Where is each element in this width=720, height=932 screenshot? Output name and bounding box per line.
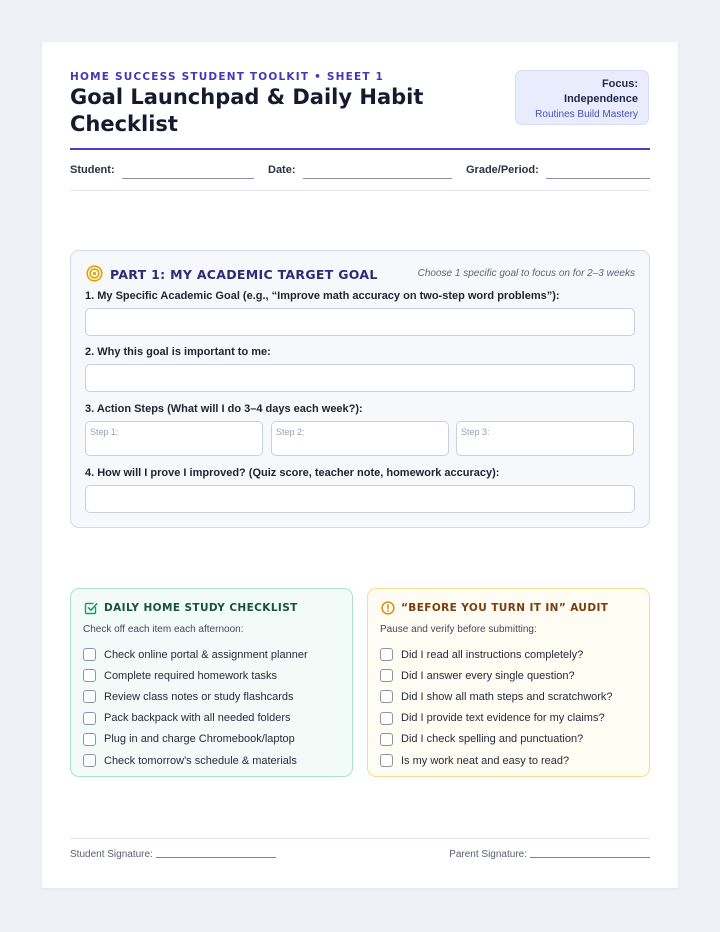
target-icon — [86, 265, 103, 282]
student-signature-label: Student Signature: — [70, 849, 153, 860]
student-signature — [70, 849, 276, 860]
grade-period-label: Grade/Period: — [466, 164, 539, 176]
checkbox[interactable] — [83, 712, 96, 725]
checklist-item-label: Plug in and charge Chromebook/laptop — [104, 733, 295, 746]
step-2-field[interactable]: Step 2: — [271, 421, 449, 456]
parent-signature-label: Parent Signature: — [449, 849, 527, 860]
list-item[interactable] — [380, 665, 613, 686]
list-item[interactable] — [83, 729, 308, 750]
student-label: Student: — [70, 164, 115, 176]
checklist-item-label: Pack backpack with all needed folders — [104, 712, 291, 725]
student-info-row — [70, 161, 650, 191]
checkbox-icon — [84, 601, 98, 615]
list-item[interactable] — [380, 644, 613, 665]
alert-circle-icon — [381, 601, 395, 615]
list-item[interactable] — [83, 686, 308, 707]
daily-study-checklist-card — [70, 588, 353, 777]
audit-title: “BEFORE YOU TURN IT IN” AUDIT — [401, 602, 609, 614]
grade-period-field[interactable] — [546, 178, 650, 179]
checklist-item-label: Did I check spelling and punctuation? — [401, 733, 584, 746]
goal-question-4: 4. How will I prove I improved? (Quiz score, teacher note, homework accuracy): — [85, 467, 500, 479]
step-3-field[interactable]: Step 3: — [456, 421, 634, 456]
audit-checklist — [380, 644, 613, 771]
study-checklist-title: DAILY HOME STUDY CHECKLIST — [104, 602, 298, 614]
checklist-item-label: Did I show all math steps and scratchwork? — [401, 690, 613, 703]
list-item[interactable] — [83, 665, 308, 686]
focus-value: Independence — [564, 93, 638, 105]
checklist-item-label: Check online portal & assignment planner — [104, 648, 308, 661]
checkbox[interactable] — [83, 733, 96, 746]
checkbox[interactable] — [83, 754, 96, 767]
header-divider — [70, 148, 650, 150]
checkbox[interactable] — [380, 754, 393, 767]
checkbox[interactable] — [83, 648, 96, 661]
checklist-item-label: Check tomorrow's schedule & materials — [104, 754, 297, 767]
focus-badge — [515, 70, 649, 125]
checkbox[interactable] — [83, 669, 96, 682]
student-name-field[interactable] — [122, 178, 254, 179]
focus-label: Focus: — [601, 78, 638, 90]
list-item[interactable] — [83, 644, 308, 665]
parent-signature — [449, 849, 650, 860]
checkbox[interactable] — [380, 712, 393, 725]
toolkit-kicker: HOME SUCCESS STUDENT TOOLKIT • SHEET 1 — [70, 71, 385, 83]
goal-question-3: 3. Action Steps (What will I do 3–4 days each week?): — [85, 403, 363, 415]
signature-footer — [70, 838, 650, 868]
study-checklist-subtitle: Check off each item each afternoon: — [83, 624, 244, 635]
study-checklist — [83, 644, 308, 771]
checklist-item-label: Complete required homework tasks — [104, 669, 278, 682]
goal-question-1: 1. My Specific Academic Goal (e.g., “Improve math accuracy on two-step word problems”): — [85, 290, 560, 302]
audit-subtitle: Pause and verify before submitting: — [380, 624, 537, 635]
step-1-field[interactable]: Step 1: — [85, 421, 263, 456]
checklist-item-label: Did I provide text evidence for my claims? — [401, 712, 605, 725]
page-title: Goal Launchpad & Daily Habit Checklist — [70, 85, 424, 136]
turn-in-audit-card — [367, 588, 650, 777]
checklist-item-label: Did I read all instructions completely? — [401, 648, 584, 661]
parent-signature-line[interactable] — [530, 857, 650, 858]
list-item[interactable] — [83, 708, 308, 729]
checkbox[interactable] — [380, 690, 393, 703]
checkbox[interactable] — [380, 648, 393, 661]
list-item[interactable] — [380, 729, 613, 750]
checkbox[interactable] — [380, 733, 393, 746]
date-field[interactable] — [303, 178, 452, 179]
focus-subtitle: Routines Build Mastery — [535, 109, 638, 120]
checkbox[interactable] — [380, 669, 393, 682]
checkbox[interactable] — [83, 690, 96, 703]
goal-question-2: 2. Why this goal is important to me: — [85, 346, 271, 358]
checklist-item-label: Review class notes or study flashcards — [104, 690, 294, 703]
date-label: Date: — [268, 164, 296, 176]
worksheet-page — [42, 42, 678, 888]
list-item[interactable] — [380, 686, 613, 707]
goal-importance-field[interactable] — [85, 364, 635, 392]
student-signature-line[interactable] — [156, 857, 276, 858]
academic-goal-section — [70, 250, 650, 528]
goal-section-hint: Choose 1 specific goal to focus on for 2–3 weeks — [417, 268, 635, 279]
specific-goal-field[interactable] — [85, 308, 635, 336]
improvement-proof-field[interactable] — [85, 485, 635, 513]
checklist-item-label: Is my work neat and easy to read? — [401, 754, 570, 767]
checklist-item-label: Did I answer every single question? — [401, 669, 575, 682]
list-item[interactable] — [380, 708, 613, 729]
goal-section-title: PART 1: MY ACADEMIC TARGET GOAL — [110, 267, 378, 282]
list-item[interactable] — [83, 750, 308, 771]
list-item[interactable] — [380, 750, 613, 771]
